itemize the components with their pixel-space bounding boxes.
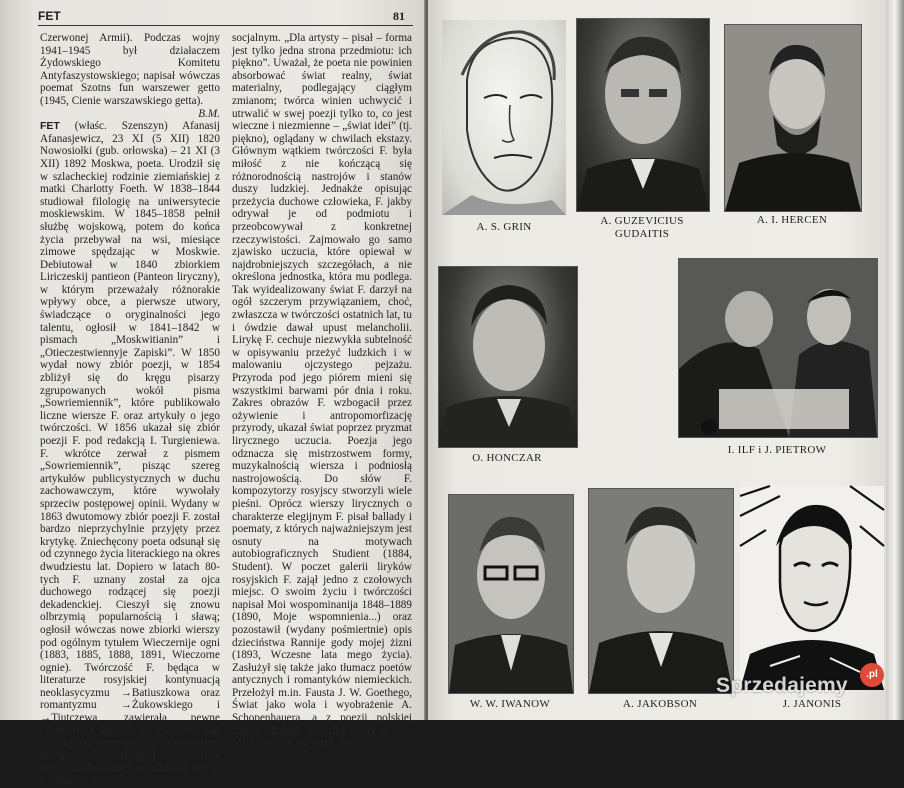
photo-portrait-icon <box>577 19 709 211</box>
caption-iwanow: W. W. IWANOW <box>469 698 551 710</box>
text-column-2 <box>232 32 412 750</box>
running-head-word: FET <box>38 9 61 23</box>
paragraph-previous-entry-end: Czerwonej Armii). Podczas wojny 1941–1945 był działaczem Żydowskiego Komitetu Antyfaszystowskiego; napisał wówczas poemat Szotns fun warszewer getto (1945, Cienie warszawskiego getta). <box>40 32 220 107</box>
entry-headword: FET <box>40 120 60 133</box>
header-rule <box>38 25 413 26</box>
caption-guzevicius-line2: GUDAITIS <box>614 228 670 240</box>
caption-guzevicius <box>568 215 716 241</box>
photo-portrait-icon <box>679 259 877 437</box>
page-number: 81 <box>393 9 405 23</box>
caption-guzevicius-line1: A. GUZEVICIUS <box>600 215 684 227</box>
paragraph-fet-continued: socjalnym. „Dla artysty – pisał – forma jest tylko jedna strona przedmiotu: ich piękno”. Uważał, że poeta nie powinien absorbować świat realny, świat materialny, podlegający ciągłym zmianom; twórca winien uchwycić i utrwalić w swej poezji tylko to, co jest wieczne i niezmienne – „świat idei” (tj. piękno), oglądany w chwilach ekstazy. Głównym wątkiem twórczości F. była miłość z nie kończącą się różnorodnością nastrojów i stanów duszy ludzkiej. Jednakże opisując przeżycia duchowe człowieka, F. jakby odrywał je od podmiotu i przeobcowywał z konkretnej rzeczywistości. Zajmowało go samo zjawisko uczucia, które opiewał w najdrobniejszych szczegółach, a nie określona jednostka, która mu podlega. Tak wyidealizowany świat F. darzył na ogół szczerym przywiązaniem, choć, zwłaszcza w twórczości ostatnich lat, tu i ówdzie dawał upust melancholii. Lirykę F. cechuje niezwykła subtelność w opisywaniu przeżyć ludzkich i w malowaniu ojczystego pejzażu. Przyroda pod jego piórem mieni się wszystkimi barwami pór dnia i roku. Zakres obrazów F. wzbogacił przez ożywienie i antropomorfizację przyrody, ukazał świat poprzez pryzmat lirycznego uczucia. Poezja jego odznacza się mistrzostwem formy, muzykalnością wiersza i podniosłą nastrojowością. Do słów F. kompozytorzy rosyjscy stworzyli wiele pieśni. Oprócz wierszy lirycznych o charakterze elegijnym F. pisał ballady i poematy, z których najważniejszym jest osnuty na motywach autobiograficznych Studient (1884, Student). W poczet galerii liryków rosyjskich F. zajął jedno z czołowych miejsc. O swoim życiu i twórczości napisał Moi wospominanija 1848–1889 (1890, Moje wspomnienia...) oraz pozostawił (wydany pośmiertnie) opis dzieciństwa Rannije gody mojej żizni (1893, Wczesne lata mego życia). Zasłużył się także jako tłumacz poetów antycznych i romantyków niemieckich. Przełożył m.in. Fausta J. W. Goethego, Świat jako wola i wyobrażenie A. Schopenhauera, a z poezji polskiej szereg ballad i kilka wierszy A. Mickiewicza. Na język pol- <box>232 32 412 750</box>
caption-janonis: J. JANONIS <box>782 698 842 710</box>
watermark-logo-icon: .pl <box>860 663 884 687</box>
caption-grin: A. S. GRIN <box>476 221 532 233</box>
entry-body: (właśc. Szenszyn) Afanasij Afanasjewicz, 23 XI (5 XII) 1820 Nowosiołki (gub. orłowska) – 21 XI (3 XII) 1892 Moskwa, poeta. Urodził się w szlacheckiej rodzinie ziemiańskiej z matki Charlotty Foeth. W 1838–1844 studiował filologię na uniwersytecie moskiewskim. W 1845–1858 pełnił służbę wojskową, potem do końca życia przebywał na wsi, miesiące zimowe spędzając w Moskwie. Debiutował w 1840 zbiorkiem Liriczeskij pantieon (Panteon liryczny), w którym przeważały różnorakie wpływy obce, a pierwsze utwory, świadczące o oryginalności jego talentu, ogłosił w 1841–1842 w pismach „Moskwitianin” i „Otieczestwiennyje Zapiski”. W 1850 wydał nowy zbiór poezji, w 1854 zbliżył się do kręgu pisarzy zgrupowanych wokół pisma „Sowriemiennik”, które publikowało liczne wiersze F. oraz artykuły o jego twórczości. W 1856 ukazał się zbiór poezji F. pod redakcją I. Turgieniewa. F. wkrótce zerwał z pismem „Sowriemiennik”, pisząc szereg artykułów publicystycznych w duchu zachowawczym, które wywołały sprzeciw postępowej opinii. Wydany w 1863 dwutomowy zbiór poezji F. został bardzo nieprzychylnie przyjęty przez krytykę. Zniechęcony poeta odsunął się od czynnego życia literackiego na okres dwudziestu lat. Dopiero w latach 80-tych F. uznany został za ojca duchowego rodzącej się poezji dekadenckiej. Cieszył się znowu olbrzymią popularnością i sławą; ogłosił wówczas nowe zbiorki wierszy pod ogólnym tytułem Wieczernije ogni (1883, 1885, 1888, 1891, Wieczorne ognie). Twórczość F. będąca w literaturze rosyjskiej kontynuacją neoklasycyzmu →Batiuszkowa oraz romantyzmu →Żukowskiego i →Tiutczewa, zawierała pewne elementy, z których później rozwinął się rosyjski impresjonizm i symbolizm. Poeta o skrajnej postawie indywidualistycznej, nie uznawał poezji o zabarwieniu <box>40 120 220 788</box>
photo-portrait-icon <box>439 267 577 447</box>
sketch-portrait-icon <box>442 20 566 215</box>
portrait-hercen <box>724 24 862 212</box>
paragraph-fet-entry <box>40 120 220 787</box>
portrait-honczar <box>438 266 578 448</box>
running-head <box>38 9 413 23</box>
photo-portrait-icon <box>725 25 861 211</box>
portrait-janonis <box>740 486 884 690</box>
book-edge <box>886 0 904 720</box>
photo-portrait-icon <box>589 489 733 693</box>
portrait-iwanow <box>448 494 574 694</box>
author-initials: B.M. <box>198 107 220 120</box>
photo-portrait-icon <box>449 495 573 693</box>
text-column-1 <box>40 32 220 788</box>
portrait-ilf-pietrow <box>678 258 878 438</box>
caption-jakobson: A. JAKOBSON <box>622 698 698 710</box>
portrait-jakobson <box>588 488 734 694</box>
caption-ilf-pietrow: I. ILF i J. PIETROW <box>727 444 827 456</box>
caption-honczar: O. HONCZAR <box>472 452 542 464</box>
portrait-guzevicius <box>576 18 710 212</box>
caption-hercen: A. I. HERCEN <box>756 214 828 226</box>
left-page <box>0 0 425 788</box>
woodcut-portrait-icon <box>740 486 884 690</box>
right-page <box>428 0 886 720</box>
portrait-grin <box>442 20 566 215</box>
watermark-brand: Sprzedajemy <box>716 674 848 697</box>
